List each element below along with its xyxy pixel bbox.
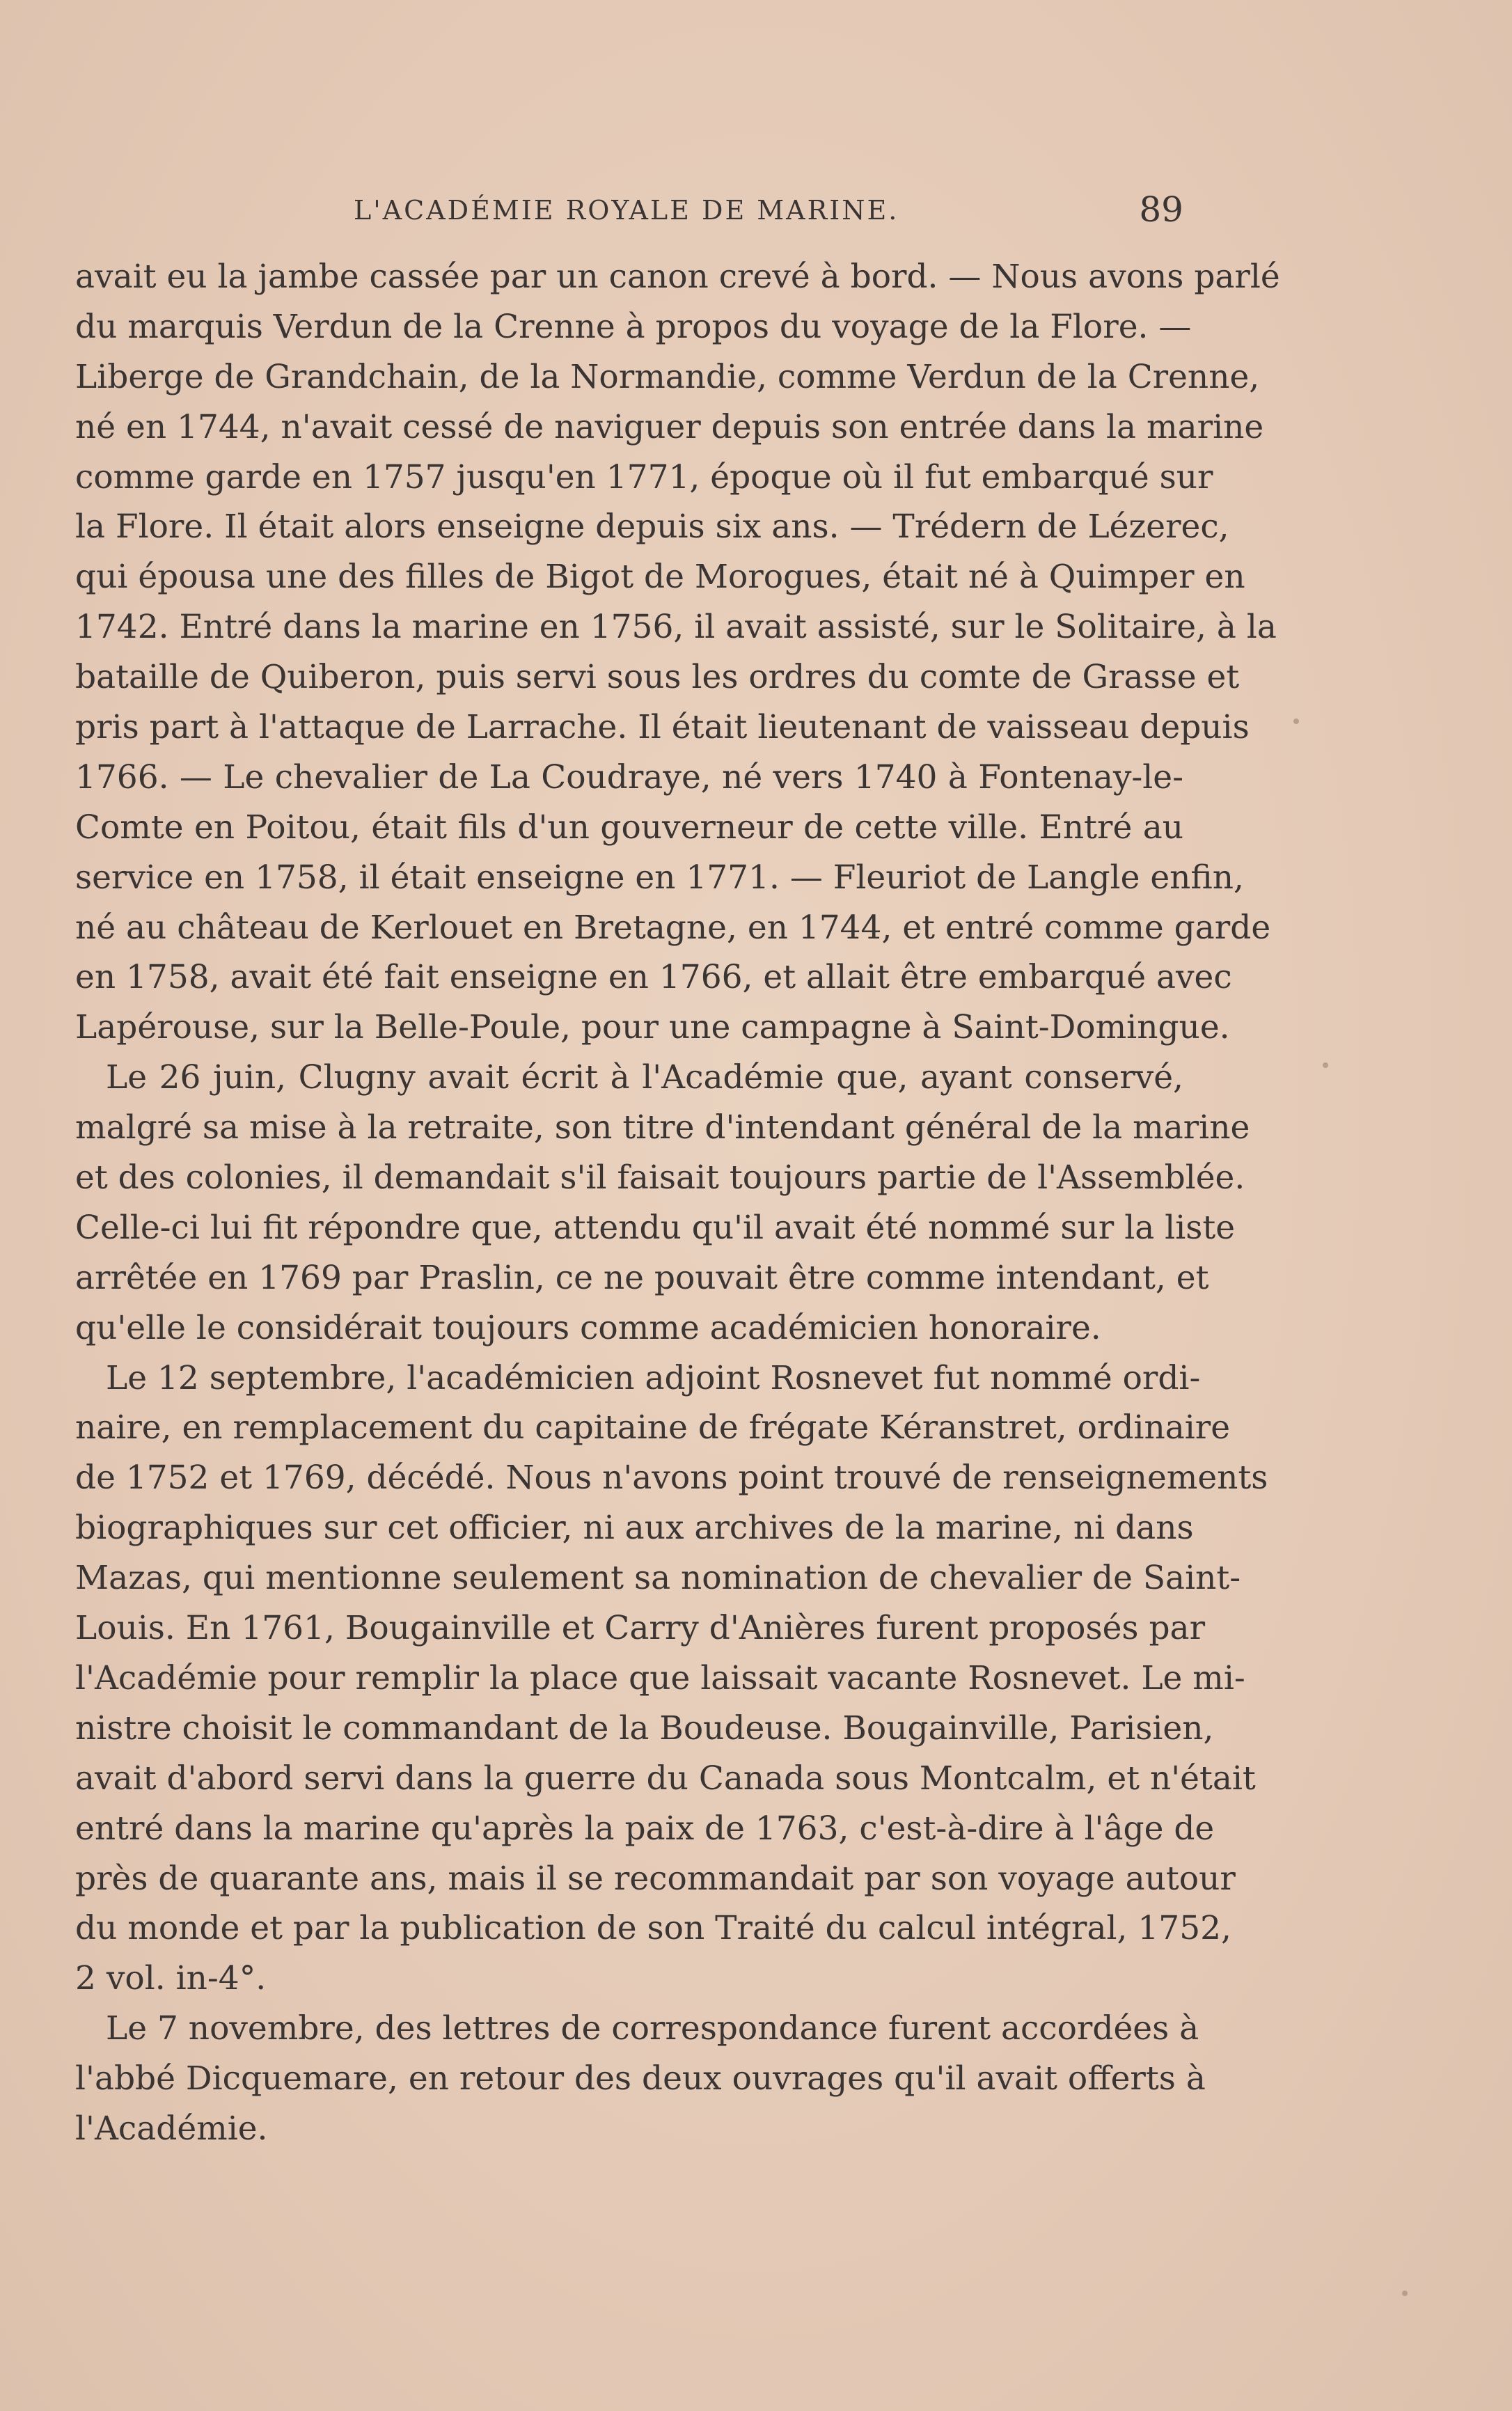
text-line: 1742. Entré dans la marine en 1756, il avait assisté, sur le Solitaire, à la bbox=[75, 608, 1277, 647]
text-line: Lapérouse, sur la Belle-Poule, pour une campagne à Saint-Domingue. bbox=[75, 1008, 1230, 1047]
paper-speck bbox=[1323, 1062, 1328, 1068]
text-line: nistre choisit le commandant de la Boudeuse. Bougainville, Parisien, bbox=[75, 1709, 1214, 1748]
text-line: comme garde en 1757 jusqu'en 1771, époque où il fut embarqué sur bbox=[75, 457, 1213, 496]
running-title: L'ACADÉMIE ROYALE DE MARINE. bbox=[354, 195, 899, 226]
text-line: 1766. — Le chevalier de La Coudraye, né vers 1740 à Fontenay-le- bbox=[75, 757, 1183, 796]
text-line: en 1758, avait été fait enseigne en 1766, et allait être embarqué avec bbox=[75, 958, 1232, 997]
text-line: né au château de Kerlouet en Bretagne, en 1744, et entré comme garde bbox=[75, 908, 1271, 947]
text-line: né en 1744, n'avait cessé de naviguer depuis son entrée dans la marine bbox=[75, 407, 1264, 446]
paper-speck bbox=[1293, 718, 1299, 724]
text-line: bataille de Quiberon, puis servi sous les ordres du comte de Grasse et bbox=[75, 658, 1240, 697]
text-line: du monde et par la publication de son Traité du calcul intégral, 1752, bbox=[75, 1909, 1231, 1948]
page-number: 89 bbox=[1139, 189, 1183, 230]
text-line: Le 7 novembre, des lettres de correspondance furent accordées à bbox=[106, 2009, 1199, 2048]
text-line: arrêtée en 1769 par Praslin, ce ne pouvait être comme intendant, et bbox=[75, 1258, 1209, 1297]
text-line: près de quarante ans, mais il se recommandait par son voyage autour bbox=[75, 1859, 1236, 1898]
paper-speck bbox=[1402, 2291, 1408, 2296]
text-line: qu'elle le considérait toujours comme académicien honoraire. bbox=[75, 1308, 1101, 1347]
text-line: la Flore. Il était alors enseigne depuis six ans. — Trédern de Lézerec, bbox=[75, 508, 1229, 547]
text-line: 2 vol. in-4°. bbox=[75, 1959, 267, 1998]
text-line: qui épousa une des filles de Bigot de Morogues, était né à Quimper en bbox=[75, 558, 1245, 597]
text-line: malgré sa mise à la retraite, son titre d'intendant général de la marine bbox=[75, 1108, 1250, 1147]
running-head bbox=[75, 189, 1183, 237]
text-line: Celle-ci lui fit répondre que, attendu qu'il avait été nommé sur la liste bbox=[75, 1208, 1236, 1247]
text-line: Mazas, qui mentionne seulement sa nomination de chevalier de Saint- bbox=[75, 1559, 1241, 1598]
text-line: Le 12 septembre, l'académicien adjoint Rosnevet fut nommé ordi- bbox=[106, 1358, 1201, 1397]
text-line: service en 1758, il était enseigne en 1771. — Fleuriot de Langle enfin, bbox=[75, 858, 1244, 897]
text-line: Louis. En 1761, Bougainville et Carry d'Anières furent proposés par bbox=[75, 1609, 1206, 1648]
text-line: Liberge de Grandchain, de la Normandie, comme Verdun de la Crenne, bbox=[75, 357, 1260, 396]
text-line: pris part à l'attaque de Larrache. Il était lieutenant de vaisseau depuis bbox=[75, 708, 1250, 747]
text-line: et des colonies, il demandait s'il faisait toujours partie de l'Assemblée. bbox=[75, 1159, 1245, 1197]
text-line: Le 26 juin, Clugny avait écrit à l'Académie que, ayant conservé, bbox=[106, 1058, 1183, 1097]
text-line: Comte en Poitou, était fils d'un gouverneur de cette ville. Entré au bbox=[75, 808, 1183, 847]
text-line: du marquis Verdun de la Crenne à propos du voyage de la Flore. — bbox=[75, 307, 1192, 346]
text-line: l'Académie. bbox=[75, 2109, 268, 2148]
text-line: biographiques sur cet officier, ni aux archives de la marine, ni dans bbox=[75, 1509, 1194, 1548]
text-line: entré dans la marine qu'après la paix de 1763, c'est-à-dire à l'âge de bbox=[75, 1809, 1215, 1848]
text-line: l'abbé Dicquemare, en retour des deux ouvrages qu'il avait offerts à bbox=[75, 2059, 1206, 2098]
text-line: de 1752 et 1769, décédé. Nous n'avons point trouvé de renseignements bbox=[75, 1459, 1268, 1498]
body-text bbox=[75, 252, 1280, 2154]
text-line: avait d'abord servi dans la guerre du Canada sous Montcalm, et n'était bbox=[75, 1759, 1256, 1798]
text-line: naire, en remplacement du capitaine de frégate Kéranstret, ordinaire bbox=[75, 1408, 1231, 1447]
text-line: l'Académie pour remplir la place que laissait vacante Rosnevet. Le mi- bbox=[75, 1658, 1245, 1697]
text-line: avait eu la jambe cassée par un canon crevé à bord. — Nous avons parlé bbox=[75, 258, 1280, 296]
